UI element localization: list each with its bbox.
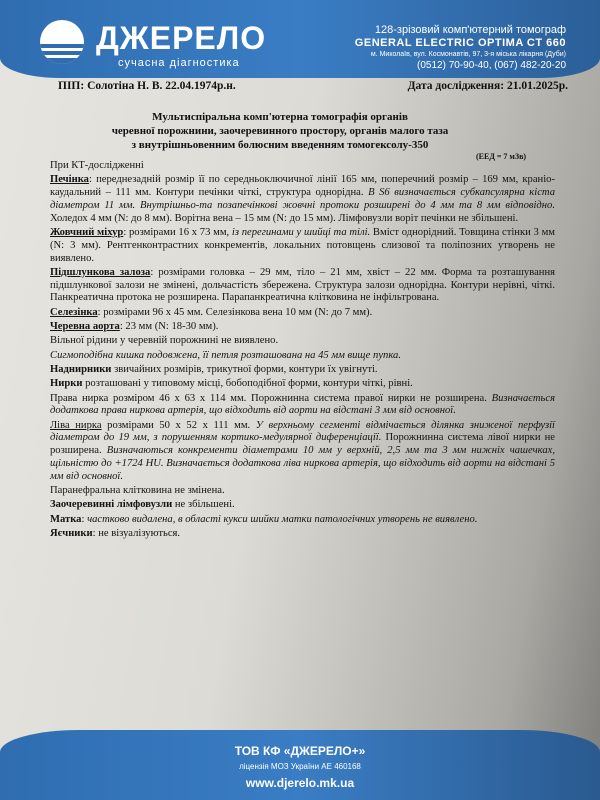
- brand-tagline: сучасна діагностика: [118, 57, 240, 69]
- lymph-section: Заочеревинні лімфовузли не збільшені.: [50, 499, 235, 511]
- spleen-label: Селезінка: [50, 306, 98, 318]
- pancreas-section: Підшлункова залоза: розмірами головка – 29 мм, тіло – 21 мм, хвіст – 22 мм. Форма та розташування підшлункової залози не змінені, дольчастість збережена. Структура залози однорідна. Контури нерівні, чіткі. Панкреатична протока не розширена. Парапанкреатична клітковина не інфільтрована.: [50, 266, 555, 304]
- uterus-section: Матка: частково видалена, в області кукси шийки матки патологічних утворень не виявлено.: [50, 513, 478, 525]
- intro-line: При КТ-дослідженні: [50, 160, 144, 171]
- aorta-label: Черевна аорта: [50, 321, 120, 333]
- sigmoid-line: Сигмоподібна кишка подовжена, її петля розташована на 45 мм вище пупка.: [50, 349, 401, 361]
- company-name: ТОВ КФ «ДЖЕРЕЛО+»: [234, 744, 366, 758]
- patient-info-row: [58, 80, 568, 94]
- report-body: [50, 160, 555, 542]
- title-line-3: з внутрішньовенним болюсним введенням томогексолу-350: [131, 139, 429, 151]
- footer-banner: [0, 730, 600, 800]
- gallbladder-section: Жовчний міхур: розмірами 16 х 73 мм, із перегинами у шийці та тілі. Вміст однорідний. Товщина стінки 3 мм (N: 3 мм). Рентгенконтрастних конкрементів, локальних потовщень слизової та поліпозних утворень не виявлено.: [50, 226, 555, 264]
- paranephral-line: Паранефральна клітковина не змінена.: [50, 485, 225, 497]
- aorta-section: Черевна аорта: 23 мм (N: 18-30 мм).: [50, 321, 219, 333]
- sun-wave-logo-icon: [40, 20, 84, 64]
- left-kidney-label: Ліва нирка: [50, 419, 102, 431]
- ovaries-section: Яєчники: не візуалізуються.: [50, 528, 181, 540]
- ovaries-label: Яєчники: [50, 528, 93, 540]
- liver-section: Печінка: переднезадній розмір її по середньоключичної лінії 165 мм, поперечний розмір – 169 мм, краніо-каудальний – 111 мм. Контури печінки чіткі, структура однорідна. В S6 визначається субкапсулярна кіста діаметром 11 мм. Внутрішньо-та позапечінкові жовчні протоки розширені до 4 мм та 8 мм відповідно. Холедох 4 мм (N: до 8 мм). Ворітна вена – 15 мм (N: до 15 мм). Лімфовузли воріт печінки не збільшені.: [50, 174, 555, 224]
- clinic-phones: (0512) 70-90-40, (067) 482-20-20: [417, 60, 566, 71]
- clinic-address: м. Миколаїв, вул. Космонавтів, 97, 3-я міська лікарня (Дуби): [370, 51, 566, 58]
- report-title: [60, 110, 500, 152]
- study-date: Дата дослідження: 21.01.2025р.: [407, 80, 568, 92]
- spleen-section: Селезінка: розмірами 96 х 45 мм. Селезінкова вена 10 мм (N: до 7 мм).: [50, 306, 373, 318]
- left-kidney-section: Ліва нирка розмірами 50 х 52 х 111 мм. У верхньому сегменті відмічається ділянка зниженої перфузії діаметром до 19 мм, з порушенням кортико-медулярної диференціації. Порожнинна система лівої нирки не розширена. Визначаються конкременти діаметрами 10 мм у верхній, 2,5 мм та 3 мм нижніх чашечках, щільністю до +1724 HU. Визначається додаткова ліва ниркова артерія, що відходить від аорти на відстані 5 мм від основної.: [50, 419, 556, 482]
- right-kidney-section: Права нирка розміром 46 х 63 х 114 мм. Порожнинна система правої нирки не розширена. Визначається додаткова права ниркова артерія, що відходить від аорти на відстані 3 мм від основної.: [50, 392, 555, 417]
- scanner-line-1: 128-зрізовий комп'ютерний томограф: [374, 24, 566, 36]
- effective-dose: (ЕЕД = 7 мЗв): [476, 152, 527, 161]
- liver-label: Печінка: [50, 174, 89, 186]
- pancreas-label: Підшлункова залоза: [50, 266, 151, 278]
- header-banner: [0, 0, 600, 78]
- kidneys-label: Нирки: [50, 378, 83, 390]
- scanner-line-2: GENERAL ELECTRIC OPTIMA CT 660: [354, 37, 566, 49]
- uterus-label: Матка: [50, 513, 82, 525]
- license-number: ліцензія МОЗ України АЕ 460168: [239, 762, 361, 771]
- free-fluid-line: Вільної рідини у черевній порожнині не виявлено.: [50, 335, 279, 347]
- title-line-2: черевної порожнини, заочеревинного простору, органів малого таза: [111, 125, 449, 137]
- patient-name: ПІП: Солотіна Н. В. 22.04.1974р.н.: [58, 80, 236, 92]
- kidneys-section: Нирки розташовані у типовому місці, бобоподібної форми, контури чіткі, рівні.: [50, 378, 413, 390]
- brand-name: ДЖЕРЕЛО: [96, 20, 267, 56]
- adrenal-label: Наднирники: [50, 363, 112, 375]
- header-contacts: [355, 24, 566, 72]
- adrenal-section: Наднирники звичайних розмірів, трикутної форми, контури їх увігнуті.: [50, 363, 378, 375]
- gallbladder-label: Жовчний міхур: [50, 226, 124, 238]
- website-link[interactable]: www.djerelo.mk.ua: [245, 776, 355, 790]
- lymph-label: Заочеревинні лімфовузли: [50, 499, 173, 511]
- title-line-1: Мультиспіральна комп'ютерна томографія органів: [152, 111, 408, 123]
